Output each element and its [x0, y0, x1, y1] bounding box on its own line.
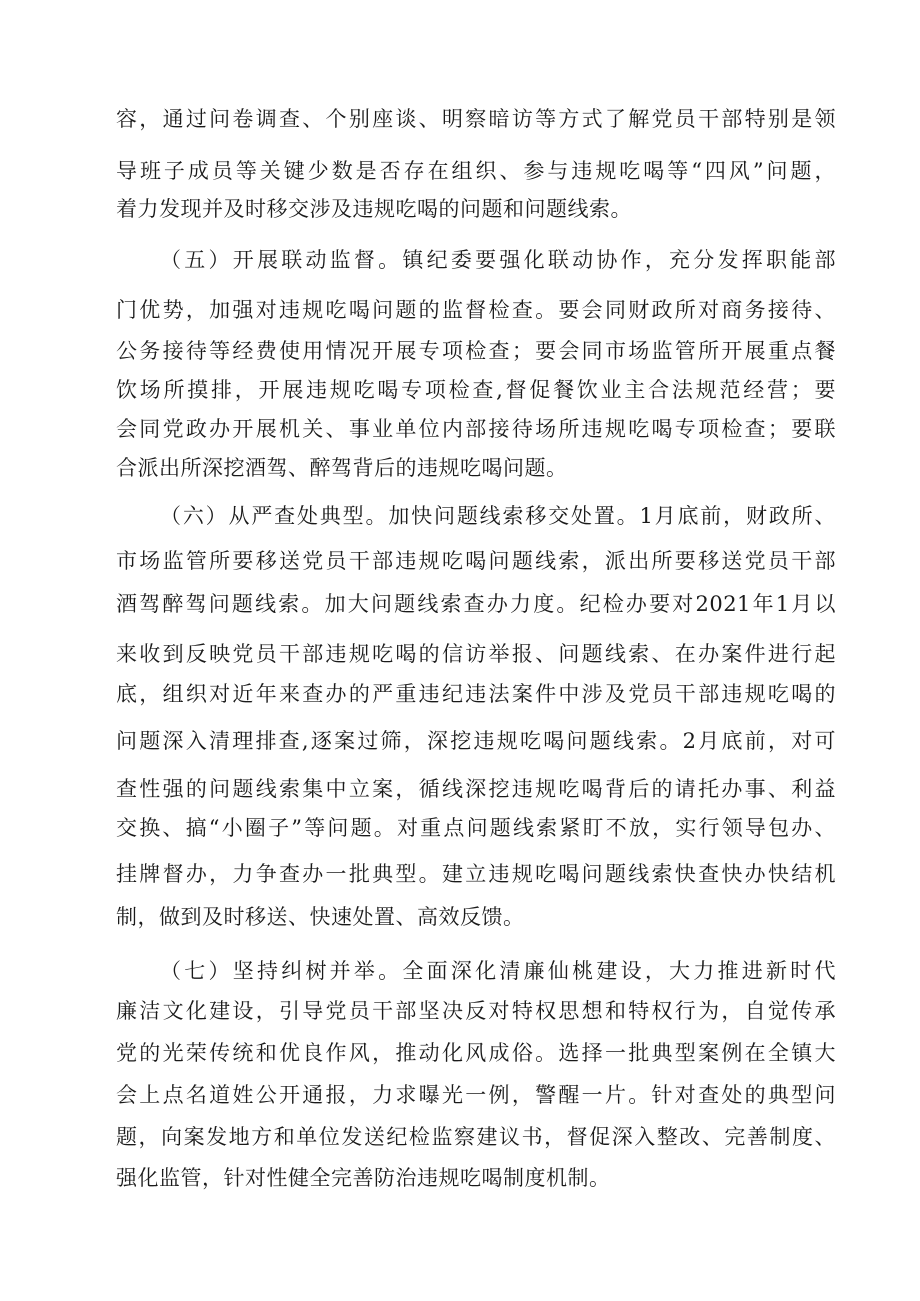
text-line: 党的光荣传统和优良作风，推动化风成俗。选择一批典型案例在全镇大: [116, 1041, 836, 1065]
text-line: 着力发现并及时移交涉及违规吃喝的问题和问题线索。: [116, 197, 632, 221]
text-line: 底，组织对近年来查办的严重违纪违法案件中涉及党员干部违规吃喝的: [116, 682, 836, 706]
text-line: 饮场所摸排，开展违规吃喝专项检查,督促餐饮业主合法规范经营；要: [116, 378, 836, 402]
text-line: 题，向案发地方和单位发送纪检监察建议书，督促深入整改、完善制度、: [116, 1125, 836, 1149]
text-line: 导班子成员等关键少数是否存在组织、参与违规吃喝等“四风”问题，: [116, 159, 836, 183]
text-line: 问题深入清理排查,逐案过筛，深挖违规吃喝问题线索。2月底前，对可: [116, 729, 836, 753]
text-line: 制，做到及时移送、快速处置、高效反馈。: [116, 905, 525, 929]
text-line: 合派出所深挖酒驾、醉驾背后的违规吃喝问题。: [116, 456, 568, 480]
text-line: （五）开展联动监督。镇纪委要强化联动协作，充分发挥职能部: [160, 248, 836, 272]
text-line: 会同党政办开展机关、事业单位内部接待场所违规吃喝专项检查；要联: [116, 417, 836, 441]
text-line: 挂牌督办，力争查办一批典型。建立违规吃喝问题线索快查快办快结机: [116, 862, 836, 886]
text-line: 公务接待等经费使用情况开展专项检查；要会同市场监管所开展重点餐: [116, 339, 836, 363]
text-line: （七）坚持纠树并举。全面深化清廉仙桃建设，大力推进新时代: [160, 959, 836, 983]
text-line: 查性强的问题线索集中立案，循线深挖违规吃喝背后的请托办事、利益: [116, 777, 836, 801]
text-line: 酒驾醉驾问题线索。加大问题线索查办力度。纪检办要对2021年1月以: [116, 592, 836, 616]
text-line: 强化监管，针对性健全完善防治违规吃喝制度机制。: [116, 1166, 611, 1190]
text-line: 来收到反映党员干部违规吃喝的信访举报、问题线索、在办案件进行起: [116, 642, 836, 666]
text-line: 廉洁文化建设，引导党员干部坚决反对特权思想和特权行为，自觉传承: [116, 999, 836, 1023]
text-line: 容，通过问卷调查、个别座谈、明察暗访等方式了解党员干部特别是领: [116, 107, 836, 131]
text-line: 市场监管所要移送党员干部违规吃喝问题线索，派出所要移送党员干部: [116, 549, 836, 573]
text-line: 门优势，加强对违规吃喝问题的监督检查。要会同财政所对商务接待、: [116, 298, 836, 322]
text-line: 交换、搞“小圈子”等问题。对重点问题线索紧盯不放，实行领导包办、: [116, 816, 836, 840]
text-line: （六）从严查处典型。加快问题线索移交处置。1月底前，财政所、: [160, 504, 836, 528]
text-line: 会上点名道姓公开通报，力求曝光一例，警醒一片。针对查处的典型问: [116, 1083, 836, 1107]
